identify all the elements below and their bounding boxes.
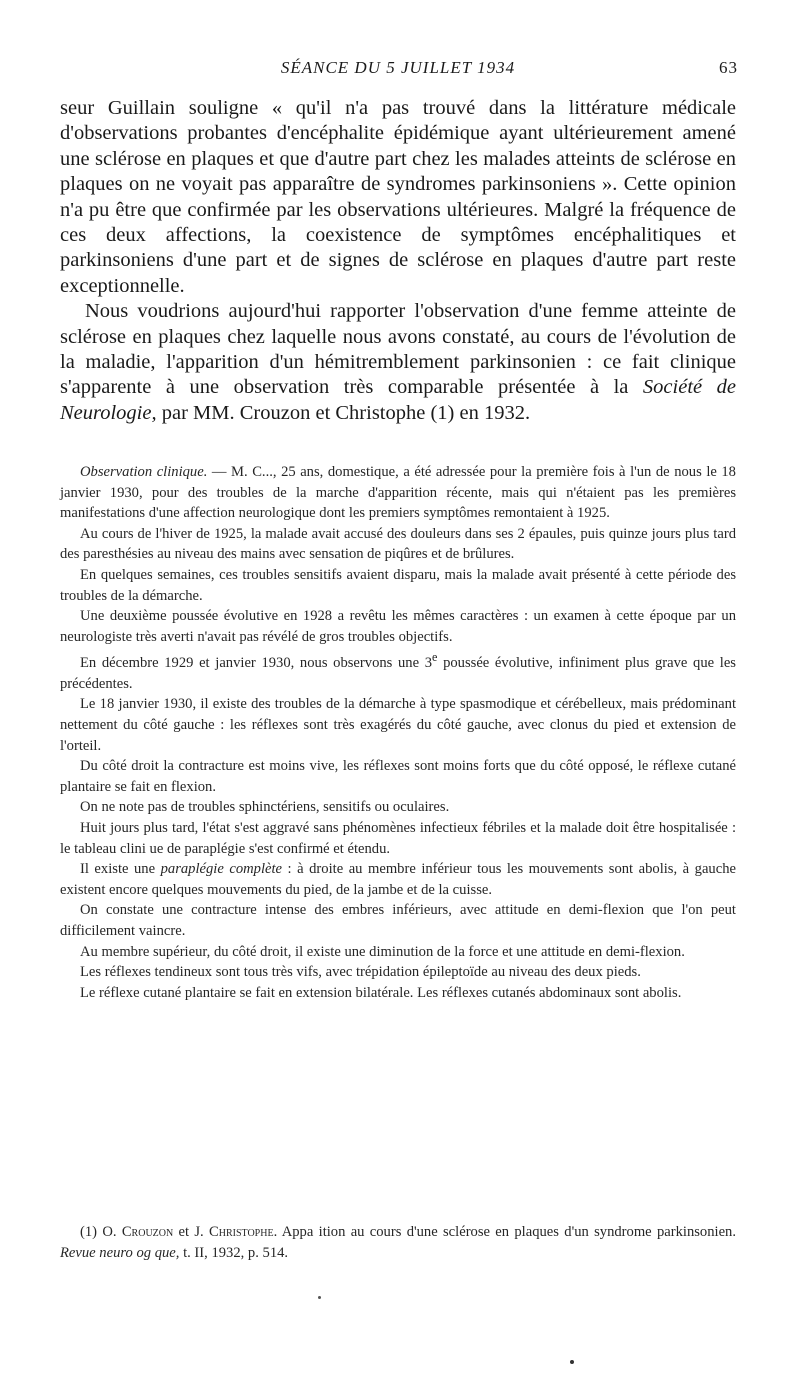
paragraph-continuation: seur Guillain souligne « qu'il n'a pas trouvé dans la littérature médicale d'observations probantes d'encéphalite épidémique ayant ultérieurement amené une sclérose en plaques et que d'autre part chez les malades atteints de sclérose en plaques on ne voyait pas apparaître de syndromes parkinsoniens ». Cette opinion n'a pu être que confirmée par les observations ultérieures. Malgré la fréquence de ces deux affections, la coexistence de symptômes encéphalitiques et parkinsoniens d'une part et de signes de sclérose en plaques d'autre part reste exceptionnelle.: [60, 97, 736, 297]
footnote-conjunction: et J.: [173, 1224, 210, 1240]
paragraph-text-end: par MM. Crouzon et Christophe (1) en 1932.: [156, 401, 531, 424]
observation-paragraph: On ne note pas de troubles sphinctériens, sensitifs ou oculaires.: [80, 799, 450, 816]
running-title: SÉANCE DU 5 JUILLET 1934: [280, 58, 516, 77]
observation-text: — M. C..., 25 ans, domestique, a été adressée pour la première fois à l'un de nous le 18 janvier 1930, pour des troubles de la marche d'apparition récente, mais qui n'étaient pas les premières manifestations d'une affection neurologique dont les premiers symptômes remontaient à 1925.: [60, 464, 736, 522]
observation-paragraph: [60, 462, 736, 524]
page-number: 63: [719, 58, 738, 77]
diagnosis-term: paraplégie complète: [160, 861, 283, 878]
footnote-text: [60, 1222, 736, 1263]
footnote-reference: t. II, 1932, p. 514.: [179, 1244, 289, 1261]
clinical-observation: [60, 462, 736, 1003]
footnote-author: Christophe: [209, 1224, 274, 1240]
page-header: [58, 58, 738, 82]
observation-text: Il existe une: [80, 861, 161, 878]
observation-paragraph: Le réflexe cutané plantaire se fait en extension bilatérale. Les réflexes cutanés abdominaux sont abolis.: [80, 984, 682, 1001]
observation-text-end: : à droite au membre inférieur tous les mouvements sont abolis, à gauche existent encore quelques mouvements du pied, de la jambe et de la cuisse.: [60, 861, 736, 898]
observation-paragraph: Au cours de l'hiver de 1925, la malade avait accusé des douleurs dans ses 2 épaules, puis quinze jours plus tard des paresthésies au niveau des mains avec sensation de piqûres et de brûlures.: [60, 525, 736, 563]
observation-paragraph: Le 18 janvier 1930, il existe des troubles de la démarche à type spasmodique et cérébelleux, mais prédominant nettement du côté gauche : les réflexes sont très exagérés du côté gauche, avec clonus du pied et extension de l'orteil.: [60, 696, 736, 754]
footnote: [60, 1222, 736, 1263]
observation-paragraph: Une deuxième poussée évolutive en 1928 a revêtu les mêmes caractères : un examen à cette époque par un neurologiste très averti n'avait pas révélé de gros troubles objectifs.: [60, 608, 736, 645]
print-speck: [570, 1360, 574, 1364]
print-speck: [318, 1296, 321, 1299]
observation-paragraph: Huit jours plus tard, l'état s'est aggravé sans phénomènes infectieux fébriles et la malade doit être hospitalisée : le tableau clini ue de paraplégie s'est confirmé et étendu.: [60, 819, 736, 857]
observation-heading: Observation clinique.: [80, 464, 208, 480]
observation-paragraph: Du côté droit la contracture est moins vive, les réflexes sont moins forts que du côté opposé, le réflexe cutané plantaire se fait en flexion.: [60, 758, 736, 795]
observation-paragraph: On constate une contracture intense des embres inférieurs, avec attitude en demi-flexion que l'on peut difficilement vaincre.: [60, 902, 736, 939]
ordinal-suffix: e: [432, 650, 438, 665]
society-name: Société de Neurologie,: [60, 376, 736, 424]
footnote-title: . Appa ition au cours d'une sclérose en plaques d'un syndrome parkinsonien.: [273, 1224, 736, 1240]
observation-text-end: poussée évolutive, infiniment plus grave que les précédentes.: [60, 655, 736, 692]
footnote-marker: (1) O.: [80, 1224, 122, 1240]
observation-text: En décembre 1929 et janvier 1930, nous observons une 3: [80, 655, 433, 672]
paragraph-text: Nous voudrions aujourd'hui rapporter l'observation d'une femme atteinte de sclérose en plaques chez laquelle nous avons constaté, au cours de l'évolution de la maladie, l'apparition d'un hémitremblement parkinsonien : ce fait clinique s'apparente à une observation très comparable présentée à la: [60, 300, 736, 399]
footnote-author: Crouzon: [121, 1224, 174, 1240]
observation-paragraph: En quelques semaines, ces troubles sensitifs avaient disparu, mais la malade avait présenté à cette période des troubles de la démarche.: [60, 566, 736, 604]
observation-paragraph: [60, 647, 736, 694]
observation-paragraph: Au membre supérieur, du côté droit, il existe une diminution de la force et une attitude en demi-flexion.: [80, 943, 685, 960]
footnote-journal: Revue neuro og que,: [60, 1244, 180, 1261]
observation-paragraph: [60, 859, 736, 900]
paragraph-introduction: [60, 299, 736, 426]
main-body-text: [60, 96, 736, 426]
observation-paragraph: Les réflexes tendineux sont tous très vifs, avec trépidation épileptoïde au niveau des deux pieds.: [80, 964, 641, 981]
